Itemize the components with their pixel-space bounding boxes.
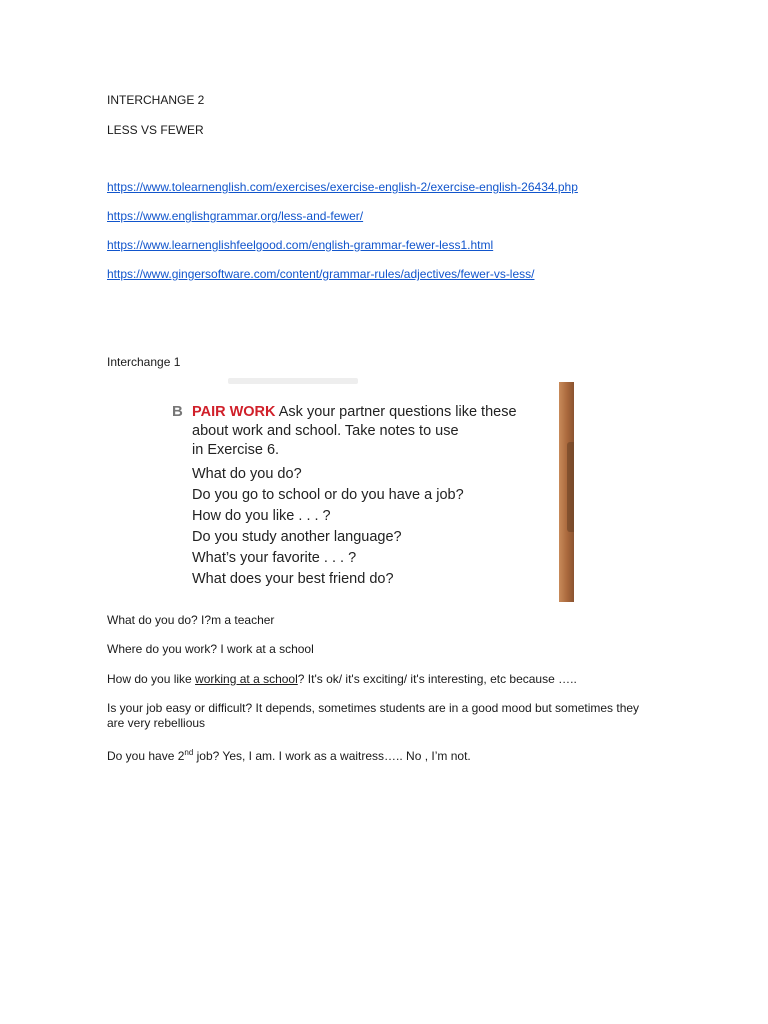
pair-work-label: PAIR WORK [192,404,276,420]
answer-line-3 [107,672,577,687]
figure-instruction-line-2: about work and school. Take notes to use [192,423,459,439]
figure-question: What’s your favorite . . . ? [192,550,357,566]
textbook-figure [166,376,574,602]
exercise-badge: B [172,403,183,420]
answer-line-4: Is your job easy or difficult? It depends, sometimes students are in a good mood but sometimes they are very rebellious [107,701,640,730]
instruction-text-1: Ask your partner questions like these [278,404,517,420]
answer-5-reply: job? Yes, I am. I work as a waitress….. No , I’m not. [193,749,471,763]
answer-5-question: Do you have 2 [107,749,185,763]
section-heading: Interchange 1 [107,355,181,369]
link-gingersoftware[interactable]: https://www.gingersoftware.com/content/grammar-rules/adjectives/fewer-vs-less/ [107,267,535,281]
answer-3-question: How do you like [107,672,196,686]
answer-line-5 [107,749,471,764]
ordinal-suffix: nd [184,748,194,757]
doc-subtitle: LESS VS FEWER [107,123,204,137]
figure-question: What do you do? [192,466,302,482]
link-learnenglishfeelgood[interactable]: https://www.learnenglishfeelgood.com/english-grammar-fewer-less1.html [107,238,494,252]
doc-title: INTERCHANGE 2 [107,93,205,107]
figure-question: What does your best friend do? [192,571,394,587]
figure-instruction-line-1 [192,403,517,422]
faint-header-strip [228,378,358,384]
answer-line-2: Where do you work? I work at a school [107,642,314,656]
figure-question: Do you study another language? [192,529,402,545]
answer-line-1: What do you do? I?m a teacher [107,613,275,627]
answer-3-reply: ? It's ok/ it's exciting/ it's interesting, etc because ….. [297,672,577,686]
link-tolearnenglish[interactable]: https://www.tolearnenglish.com/exercises/exercise-english-2/exercise-english-26434.php [107,180,578,194]
link-englishgrammar[interactable]: https://www.englishgrammar.org/less-and-fewer/ [107,209,364,223]
answer-3-underlined: working at a school [195,672,298,686]
figure-instruction-line-3: in Exercise 6. [192,442,280,458]
photo-edge [559,382,574,602]
figure-question: How do you like . . . ? [192,508,331,524]
figure-question: Do you go to school or do you have a job? [192,487,464,503]
